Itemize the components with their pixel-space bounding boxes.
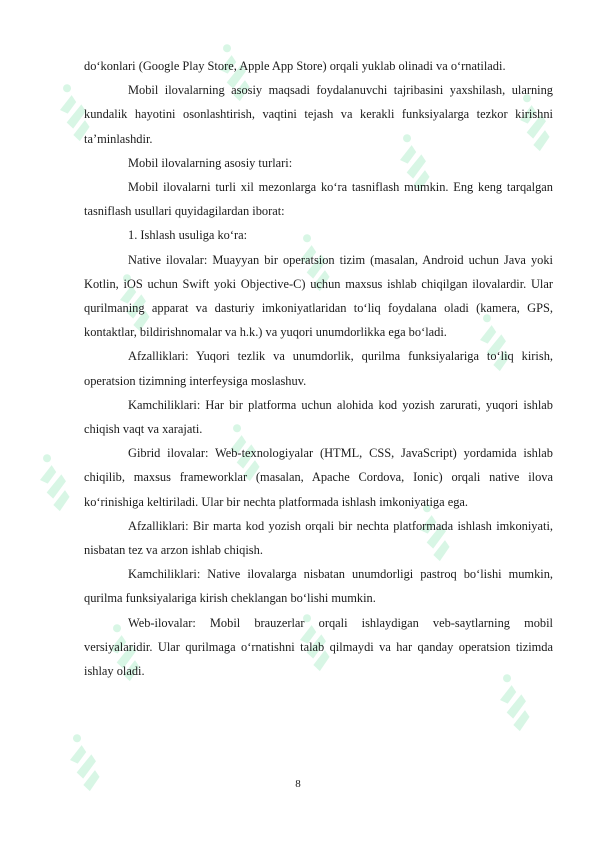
list-heading: 1. Ishlash usuliga ko‘ra:: [128, 228, 248, 243]
paragraph: do‘konlari (Google Play Store, Apple App Store) orqali yuklab olinadi va o‘rnatiladi.: [84, 59, 506, 73]
paragraph: Web-ilovalar: Mobil brauzerlar orqali ishlaydigan veb-saytlarning mobil versiyalaridir. Ular qurilmaga o‘rnatishni talab qilmaydi va har qanday operatsion tizimda ishlay oladi.: [84, 615, 553, 679]
paragraph: Kamchiliklari: Har bir platforma uchun alohida kod yozish zarurati, yuqori ishlab chiqish vaqt va xarajati.: [84, 397, 553, 437]
paragraph: Native ilovalar: Muayyan bir operatsion tizim (masalan, Android uchun Java yoki Kotlin, iOS uchun Swift yoki Objective-C) uchun maxsus ishlab chiqilgan ilovalardir. Ular qurilmaning apparat va dasturiy imkoniyatlaridan to‘liq foydalana oladi (kamera, GPS, kontaktlar, bildirishnomalar va h.k.) va yuqori unumdorlikka ega bo‘ladi.: [84, 252, 553, 340]
paragraph: Afzalliklari: Yuqori tezlik va unumdorlik, qurilma funksiyalariga to‘liq kirish, operatsion tizimning interfeysiga moslashuv.: [84, 349, 553, 388]
page-number: 8: [295, 778, 301, 790]
paragraph: Afzalliklari: Bir marta kod yozish orqali bir nechta platformada ishlash imkoniyati, nisbatan tez va arzon ishlab chiqish.: [84, 518, 553, 558]
paragraph: Kamchiliklari: Native ilovalarga nisbatan unumdorligi pastroq bo‘lishi mumkin, qurilma funksiyalariga kirish cheklangan bo‘lishi mumkin.: [84, 567, 553, 606]
body-text: [84, 54, 553, 683]
paragraph: Mobil ilovalarni turli xil mezonlarga ko‘ra tasniflash mumkin. Eng keng tarqalgan tasniflash usullari quyidagilardan iborat:: [84, 180, 553, 219]
paragraph: Gibrid ilovalar: Web-texnologiyalar (HTML, CSS, JavaScript) yordamida ishlab chiqilib, maxsus frameworklar (masalan, Apache Cordova, Ionic) orqali native ilova ko‘rinishiga keltiriladi. Ular bir nechta platformada ishlash imkoniyatiga ega.: [84, 446, 553, 509]
paragraph: Mobil ilovalarning asosiy maqsadi foydalanuvchi tajribasini yaxshilash, ularning kundalik hayotini osonlashtirish, vaqtini tejash va kerakli funksiyalarga tezkor kirishni ta’minlashdir.: [84, 83, 553, 146]
paragraph: Mobil ilovalarning asosiy turlari:: [128, 155, 293, 170]
